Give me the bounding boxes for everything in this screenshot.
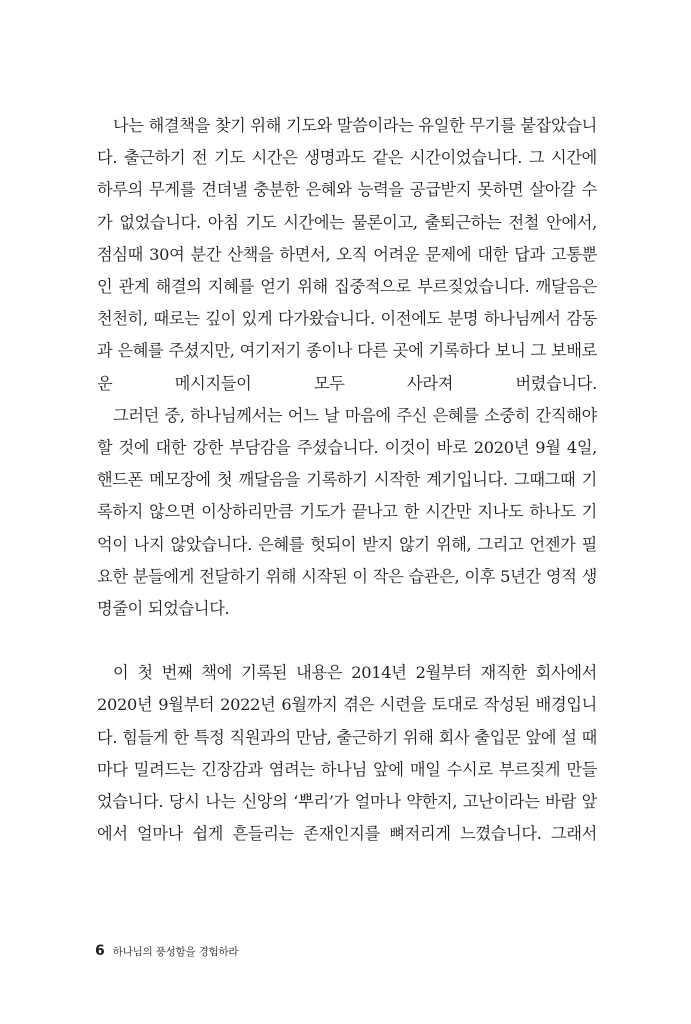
running-title: 하나님의 풍성함을 경험하라 <box>112 946 239 958</box>
body-text <box>97 110 597 850</box>
paragraph-book-background: 이 첫 번째 책에 기록된 내용은 2014년 2월부터 재직한 회사에서 2020년 9월부터 2022년 6월까지 겪은 시련을 토대로 작성된 배경입니다. 힘들게 한 특정 직원과의 만남, 출근하기 위해 회사 출입문 앞에 설 때마다 밀려드는 긴장감과 염려는 하나님 앞에 매일 수시로 부르짖게 만들었습니다. 당시 나는 신앙의 ‘뿌리’가 얼마나 약한지, 고난이라는 바람 앞에서 얼마나 쉽게 흔들리는 존재인지를 뼈저리게 느꼈습니다. 그래서 <box>97 663 597 844</box>
page-footer <box>95 943 238 959</box>
paragraph-memo-habit: 그러던 중, 하나님께서는 어느 날 마음에 주신 은혜를 소중히 간직해야 할 것에 대한 강한 부담감을 주셨습니다. 이것이 바로 2020년 9월 4일, 핸드폰 메모장에 첫 깨달음을 기록하기 시작한 계기입니다. 그때그때 기록하지 않으면 이상하리만큼 기도가 끝나고 한 시간만 지나도 하나도 기억이 나지 않았습니다. 은혜를 헛되이 받지 않기 위해, 그리고 언젠가 필요한 분들에게 전달하기 위해 시작된 이 작은 습관은, 이후 5년간 영적 생명줄이 되었습니다. <box>97 405 597 619</box>
paragraph-prayer-weapon: 나는 해결책을 찾기 위해 기도와 말씀이라는 유일한 무기를 붙잡았습니다. 출근하기 전 기도 시간은 생명과도 같은 시간이었습니다. 그 시간에 하루의 무게를 견뎌낼 충분한 은혜와 능력을 공급받지 못하면 살아갈 수가 없었습니다. 아침 기도 시간에는 물론이고, 출퇴근하는 전철 안에서, 점심때 30여 분간 산책을 하면서, 오직 어려운 문제에 대한 답과 고통뿐인 관계 해결의 지혜를 얻기 위해 집중적으로 부르짖었습니다. 깨달음은 천천히, 때로는 깊이 있게 다가왔습니다. 이전에도 분명 하나님께서 감동과 은혜를 주셨지만, 여기저기 종이나 다른 곳에 기록하다 보니 그 보배로운 메시지들이 모두 사라져 버렸습니다. <box>97 116 597 393</box>
page-number: 6 <box>95 943 105 959</box>
paragraph-gap <box>97 625 597 657</box>
